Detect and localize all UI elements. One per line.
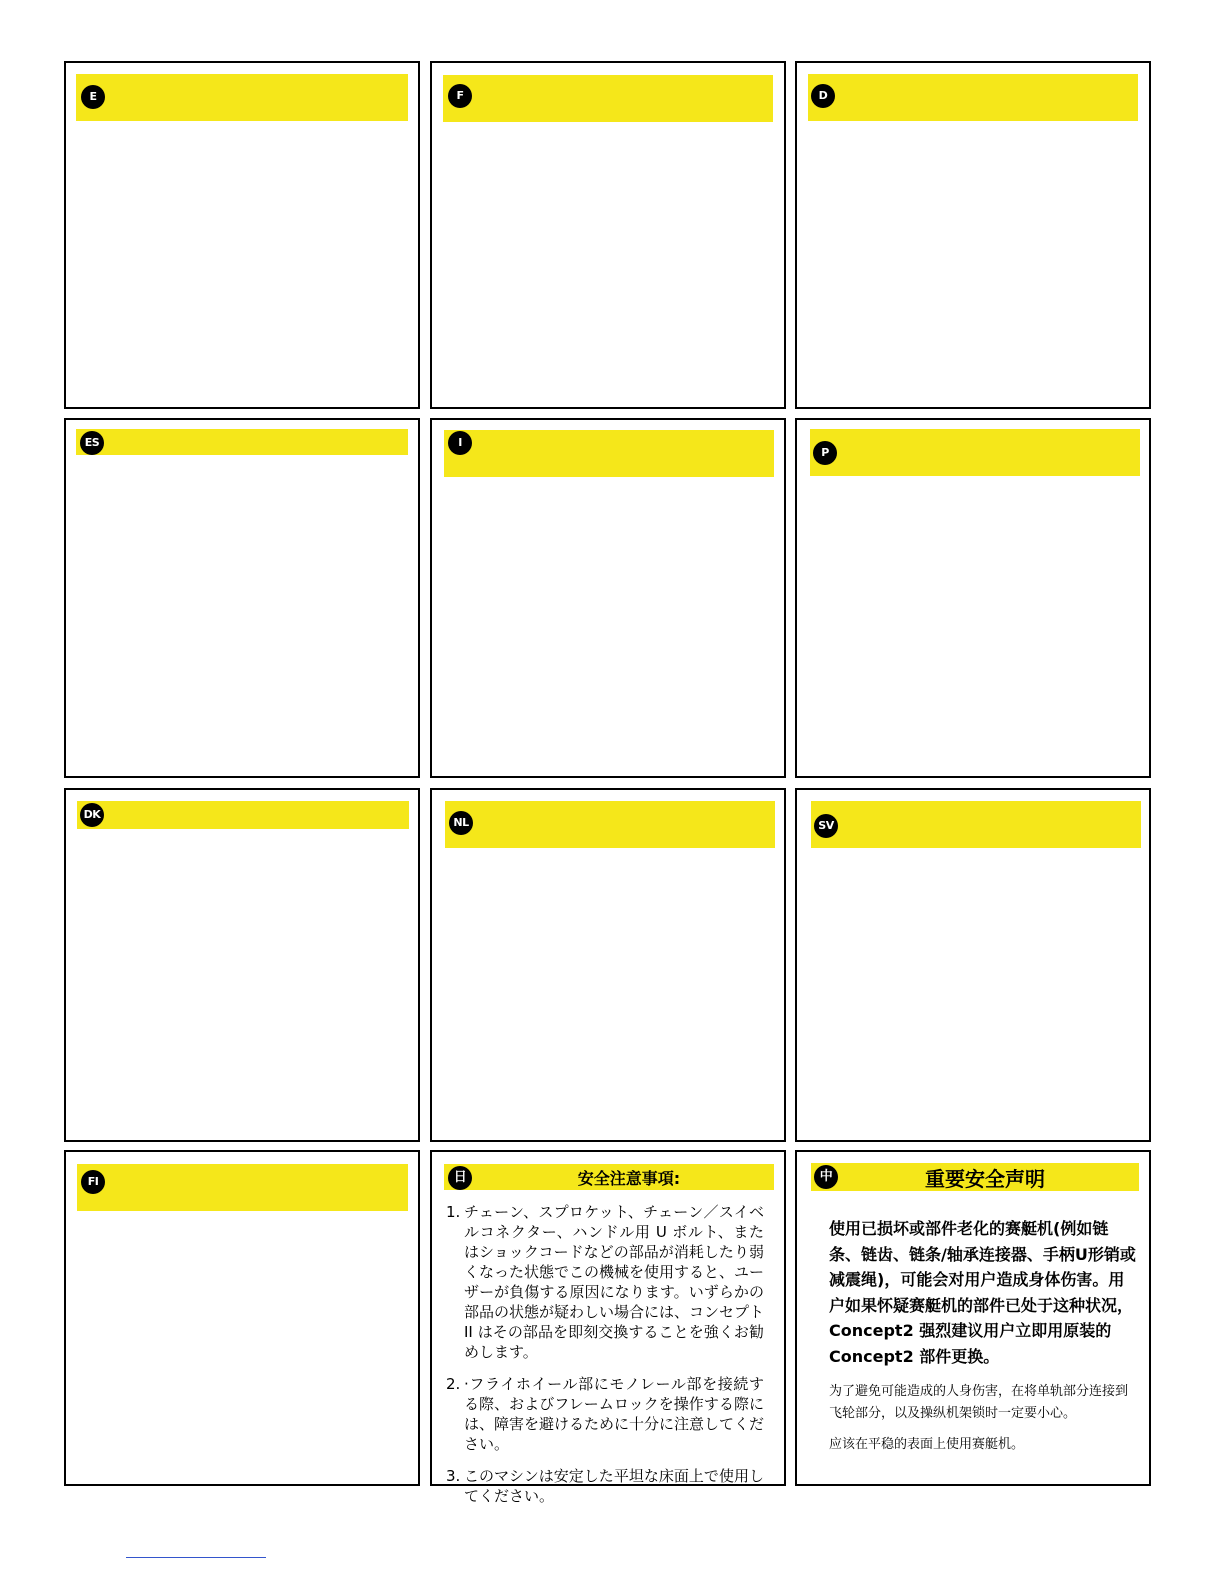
panel-chinese	[795, 1150, 1151, 1486]
japanese-safety-list	[446, 1202, 764, 1518]
chinese-note-1: 为了避免可能造成的人身伤害，在将单轨部分连接到飞轮部分，以及操纵机架锁时一定要小心。	[829, 1384, 1129, 1421]
language-badge-p: P	[813, 441, 837, 465]
panel-e	[64, 61, 420, 409]
language-badge-japanese: 日	[448, 1166, 472, 1190]
language-badge-sv: SV	[814, 814, 838, 838]
banner-es	[76, 429, 408, 455]
language-badge-i: I	[448, 431, 472, 455]
chinese-title: 重要安全声明	[925, 1166, 1045, 1191]
language-badge-nl: NL	[449, 811, 473, 835]
list-item: 3. このマシンは安定した平坦な床面上で使用してください。	[446, 1467, 764, 1505]
panel-f	[430, 61, 786, 409]
language-badge-d: D	[811, 84, 835, 108]
list-item: 2. ·フライホイール部にモノレール部を接続する際、およびフレームロックを操作する際には、障害を避けるために十分に注意してください。	[446, 1375, 765, 1453]
banner-p	[810, 429, 1140, 476]
banner-nl	[445, 801, 775, 848]
footer-rule	[126, 1557, 266, 1558]
panel-japanese	[430, 1150, 786, 1505]
banner-japanese	[444, 1164, 774, 1190]
banner-f	[443, 75, 773, 122]
banner-dk	[77, 801, 409, 829]
banner-fi	[77, 1164, 408, 1211]
panel-p	[795, 418, 1151, 778]
banner-sv	[811, 801, 1141, 848]
panel-fi	[64, 1150, 420, 1486]
banner-i	[444, 430, 774, 477]
panel-i	[430, 418, 786, 778]
panel-nl	[430, 788, 786, 1142]
language-badge-chinese: 中	[814, 1165, 838, 1189]
japanese-title: 安全注意事項:	[577, 1168, 681, 1188]
panel-sv	[795, 788, 1151, 1142]
banner-e	[76, 74, 408, 121]
banner-d	[808, 74, 1138, 121]
language-badge-fi: FI	[81, 1170, 105, 1194]
list-item: 1. チェーン、スプロケット、チェーン／スイベルコネクター、ハンドル用 U ボルト、またはショックコードなどの部品が消耗したり弱くなった状態でこの機械を使用すると、ユーザーが負傷する原因になります。いずらかの部品の状態が疑わしい場合には、コンセプト II はその部品を即刻交換することを強くお勧めします。	[446, 1203, 765, 1361]
panel-dk	[64, 788, 420, 1142]
language-badge-dk: DK	[80, 803, 104, 827]
chinese-note-2: 应该在平稳的表面上使用赛艇机。	[829, 1437, 1025, 1452]
panel-d	[795, 61, 1151, 409]
banner-chinese	[811, 1163, 1139, 1191]
language-badge-f: F	[448, 84, 472, 108]
language-badge-es: ES	[80, 431, 104, 455]
language-badge-e: E	[81, 85, 105, 109]
panel-es	[64, 418, 420, 778]
chinese-warning-paragraph: 使用已损坏或部件老化的赛艇机(例如链条、链齿、链条/轴承连接器、手柄U形销或减震绳)，可能会对用户造成身体伤害。用户如果怀疑赛艇机的部件已处于这种状况，Concept2 强烈建议用户立即用原装的 Concept2 部件更换。	[829, 1219, 1136, 1366]
